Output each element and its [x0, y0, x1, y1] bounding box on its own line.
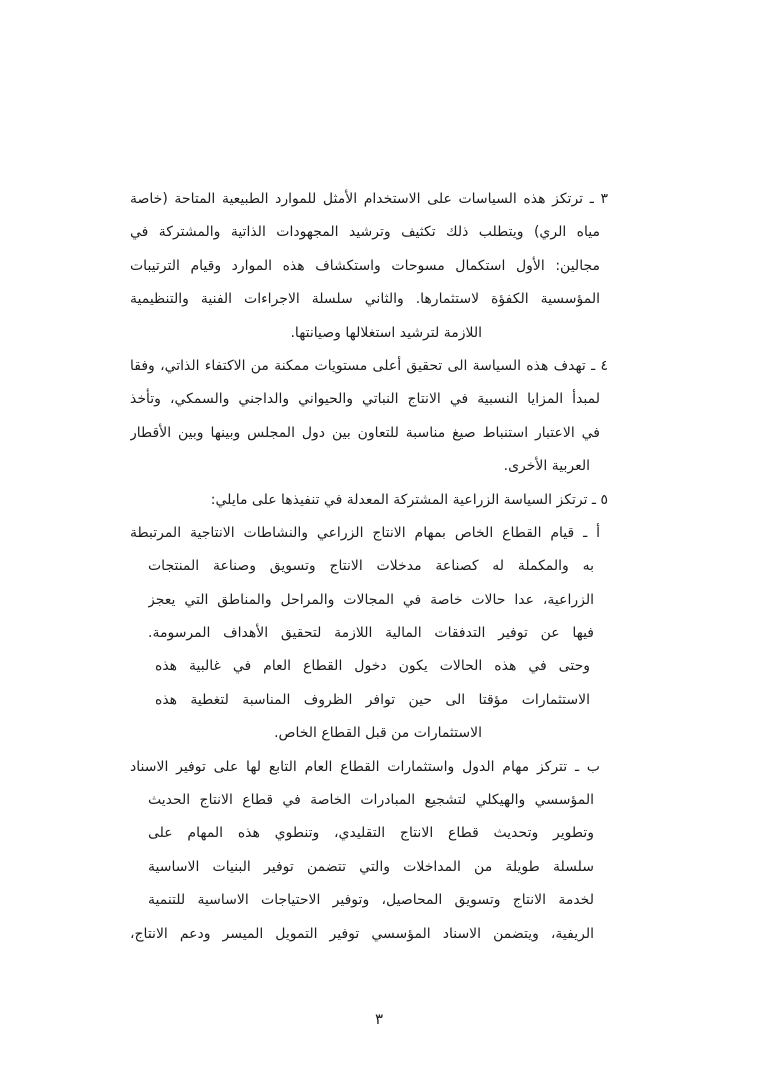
- text-line: العربية الأخرى.: [503, 458, 590, 475]
- document-body: [130, 183, 608, 951]
- text-line: المؤسسي والهيكلي لتشجيع المبادرات الخاصة في قطاع الانتاج الحديث: [148, 792, 594, 809]
- text-line: وحتى في هذه الحالات يكون دخول القطاع العام في غالبية هذه: [155, 658, 590, 675]
- text-line: المؤسسية الكفؤة لاستثمارها. والثاني سلسلة الاجراءات الفنية والتنظيمية: [130, 291, 600, 308]
- text-line: الاستثمارات مؤقتا الى حين توافر الظروف المناسبة لتغطية هذه: [155, 691, 590, 708]
- text-line: مجالين: الأول استكمال مسوحات واستكشاف هذه الموارد وقيام الترتيبات: [130, 257, 600, 274]
- text-line: الزراعية، عدا حالات خاصة في المجالات والمراحل والمناطق التي يعجز: [148, 591, 594, 608]
- text-line: لخدمة الانتاج وتسويق المحاصيل، وتوفير الاحتياجات الاساسية للتنمية: [148, 892, 594, 909]
- text-line: به والمكملة له كصناعة مدخلات الانتاج وتسويق وصناعة المنتجات: [148, 558, 594, 575]
- text-line: مياه الري) ويتطلب ذلك تكثيف وترشيد المجهودات الذاتية والمشتركة في: [130, 224, 600, 241]
- text-line: ب ـ تتركز مهام الدول واستثمارات القطاع العام التابع لها على توفير الاسناد: [130, 758, 600, 775]
- text-line: وتطوير وتحديث قطاع الانتاج التقليدي، وتنطوي هذه المهام على: [148, 825, 594, 842]
- text-line: ٥ ـ ترتكز السياسة الزراعية المشتركة المعدلة في تنفيذها على مايلي:: [210, 491, 608, 508]
- text-line: أ ـ قيام القطاع الخاص بمهام الانتاج الزراعي والنشاطات الانتاجية المرتبطة: [130, 524, 600, 541]
- text-line: اللازمة لترشيد استغلالها وصيانتها.: [290, 324, 482, 341]
- text-line: لمبدأ المزايا النسبية في الانتاج النباتي والحيواني والداجني والسمكي، وتأخذ: [130, 391, 600, 408]
- text-line: الاستثمارات من قبل القطاع الخاص.: [274, 725, 482, 742]
- page-number: ٣: [374, 1010, 384, 1028]
- text-line: فيها عن توفير التدفقات المالية اللازمة لتحقيق الأهداف المرسومة.: [148, 625, 594, 642]
- text-line: ٤ ـ تهدف هذه السياسة الى تحقيق أعلى مستويات ممكنة من الاكتفاء الذاتي، وفقا: [130, 357, 608, 374]
- text-line: سلسلة طويلة من المداخلات والتي تتضمن توفير البنيات الاساسية: [148, 858, 594, 875]
- text-line: في الاعتبار استنباط صيغ مناسبة للتعاون بين دول المجلس وبينها وبين الأقطار: [130, 424, 600, 441]
- text-line: الريفية، ويتضمن الاسناد المؤسسي توفير التمويل الميسر ودعم الانتاج،: [130, 925, 594, 942]
- text-line: ٣ ـ ترتكز هذه السياسات على الاستخدام الأمثل للموارد الطبيعية المتاحة (خاصة: [130, 191, 608, 207]
